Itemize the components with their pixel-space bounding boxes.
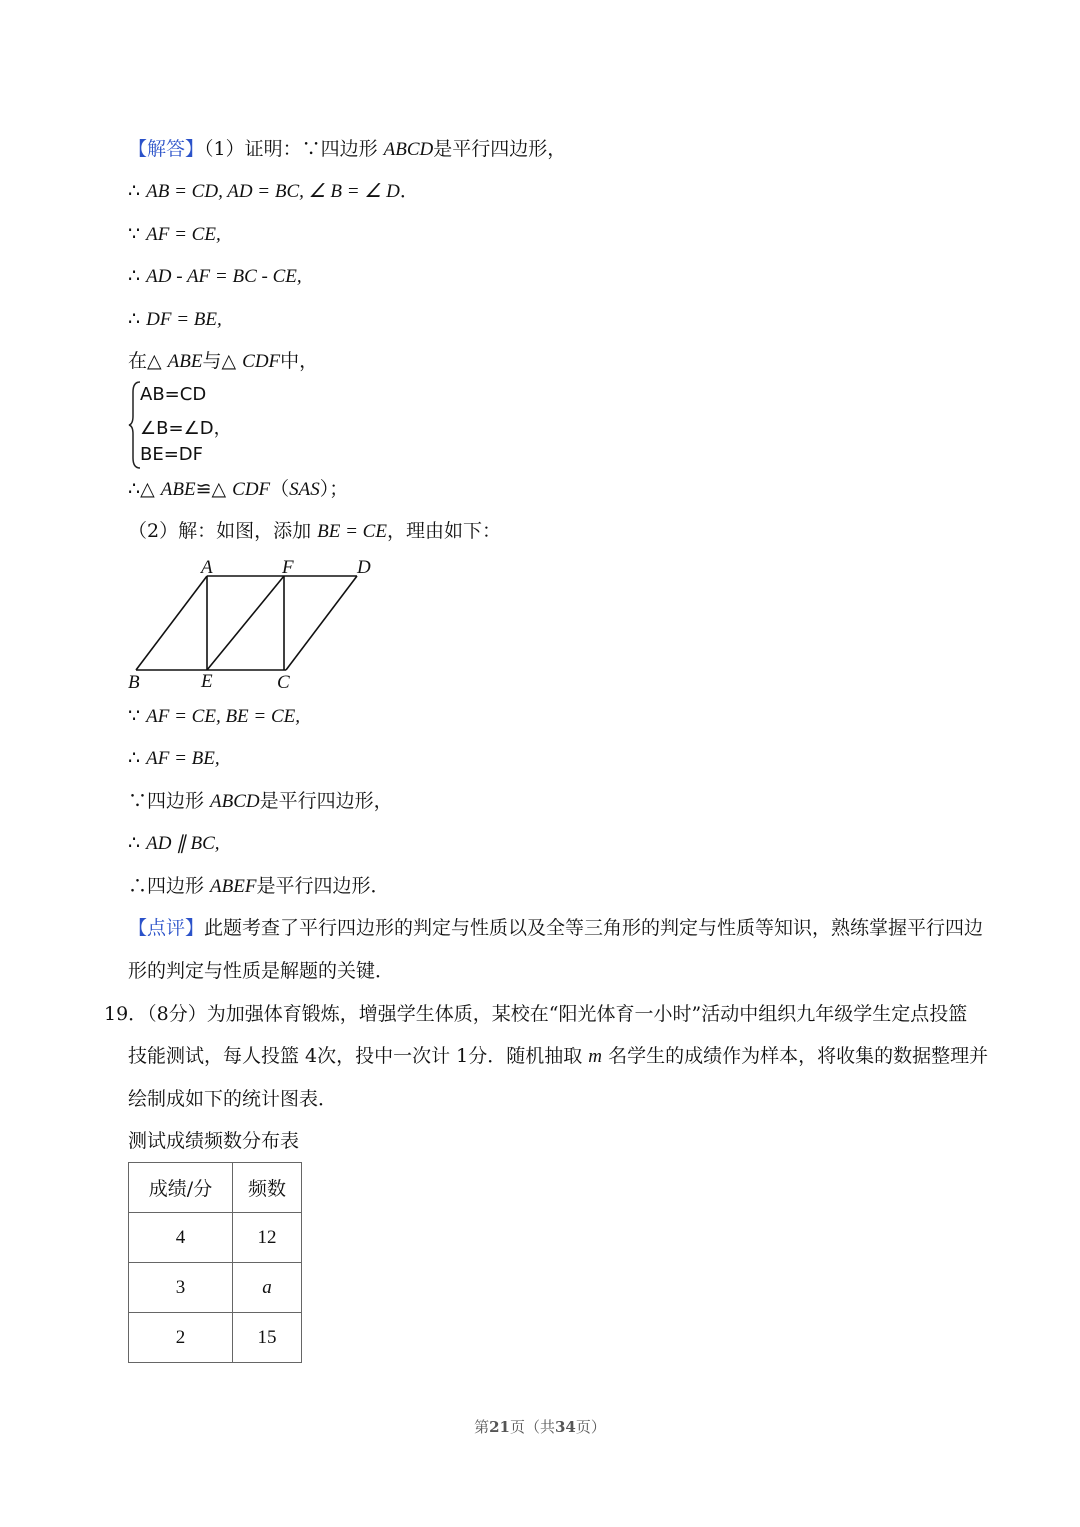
table-header-row: [129, 1163, 302, 1213]
segment-CD: [286, 576, 357, 670]
table-row: 2 15: [129, 1313, 302, 1363]
parallel-line: ∴ AD ∥ BC,: [128, 832, 220, 854]
label-C: C: [277, 672, 290, 693]
proof-line-2: ∵ AF = CE,: [128, 223, 221, 245]
proof-line-4: ∴ DF = BE,: [128, 308, 222, 330]
in-triangle-line: 在△ ABE与△ CDF中，: [128, 350, 319, 372]
label-E: E: [201, 671, 213, 692]
label-A: A: [201, 557, 213, 578]
segment-EF: [207, 576, 284, 670]
comment-line-2: 形的判定与性质是解题的关键．: [128, 960, 395, 982]
reason-line-1: ∵ AF = CE, BE = CE,: [128, 705, 301, 727]
part2-line: （2）解：如图，添加 BE = CE，理由如下：: [128, 520, 501, 542]
page-footer: 第21页（共34页）: [474, 1418, 606, 1436]
label-B: B: [128, 672, 140, 693]
label-F: F: [282, 557, 294, 578]
proof-line-3: ∴ AD - AF = BC - CE,: [128, 265, 302, 287]
header-score: 成绩/分: [129, 1163, 233, 1213]
system-row-1: AB=CD: [140, 384, 207, 405]
segment-AB: [136, 576, 207, 670]
label-D: D: [357, 557, 371, 578]
frequency-table: [128, 1162, 302, 1363]
answer-heading: 【解答】（1）证明：∵四边形 ABCD是平行四边形，: [128, 138, 567, 160]
congruent-line: ∴△ ABE≌△ CDF（SAS）；: [128, 478, 349, 500]
comment-tag: 【点评】: [128, 917, 205, 939]
table-row: 3 a: [129, 1263, 302, 1313]
header-frequency: 频数: [233, 1163, 302, 1213]
question19-line-1: 19．（8分）为加强体育锻炼，增强学生体质，某校在“阳光体育一小时”活动中组织九年级学生定点投篮: [104, 1003, 968, 1025]
system-row-2: ∠B=∠D，: [140, 418, 232, 439]
equation-system: [128, 380, 328, 470]
question19-line-3: 绘制成如下的统计图表．: [128, 1088, 338, 1110]
quad-line-1: ∵四边形 ABCD是平行四边形，: [128, 790, 393, 812]
table-title: 测试成绩频数分布表: [128, 1130, 300, 1152]
reason-line-2: ∴ AF = BE,: [128, 747, 220, 769]
answer-tag: 【解答】: [128, 138, 205, 160]
quad-line-2: ∴四边形 ABEF是平行四边形．: [128, 875, 390, 897]
table-row: 4 12: [129, 1213, 302, 1263]
system-row-3: BE=DF: [140, 444, 204, 465]
question19-line-2: 技能测试，每人投篮 4次，投中一次计 1分．随机抽取 m 名学生的成绩作为样本，将收集的数据整理并: [128, 1045, 989, 1067]
proof-line-1: ∴ AB = CD, AD = BC, ∠ B = ∠ D．: [128, 180, 419, 202]
comment-line-1: 【点评】此题考查了平行四边形的判定与性质以及全等三角形的判定与性质等知识，熟练掌握平行四边: [128, 917, 984, 939]
parallelogram-figure: [120, 552, 380, 697]
